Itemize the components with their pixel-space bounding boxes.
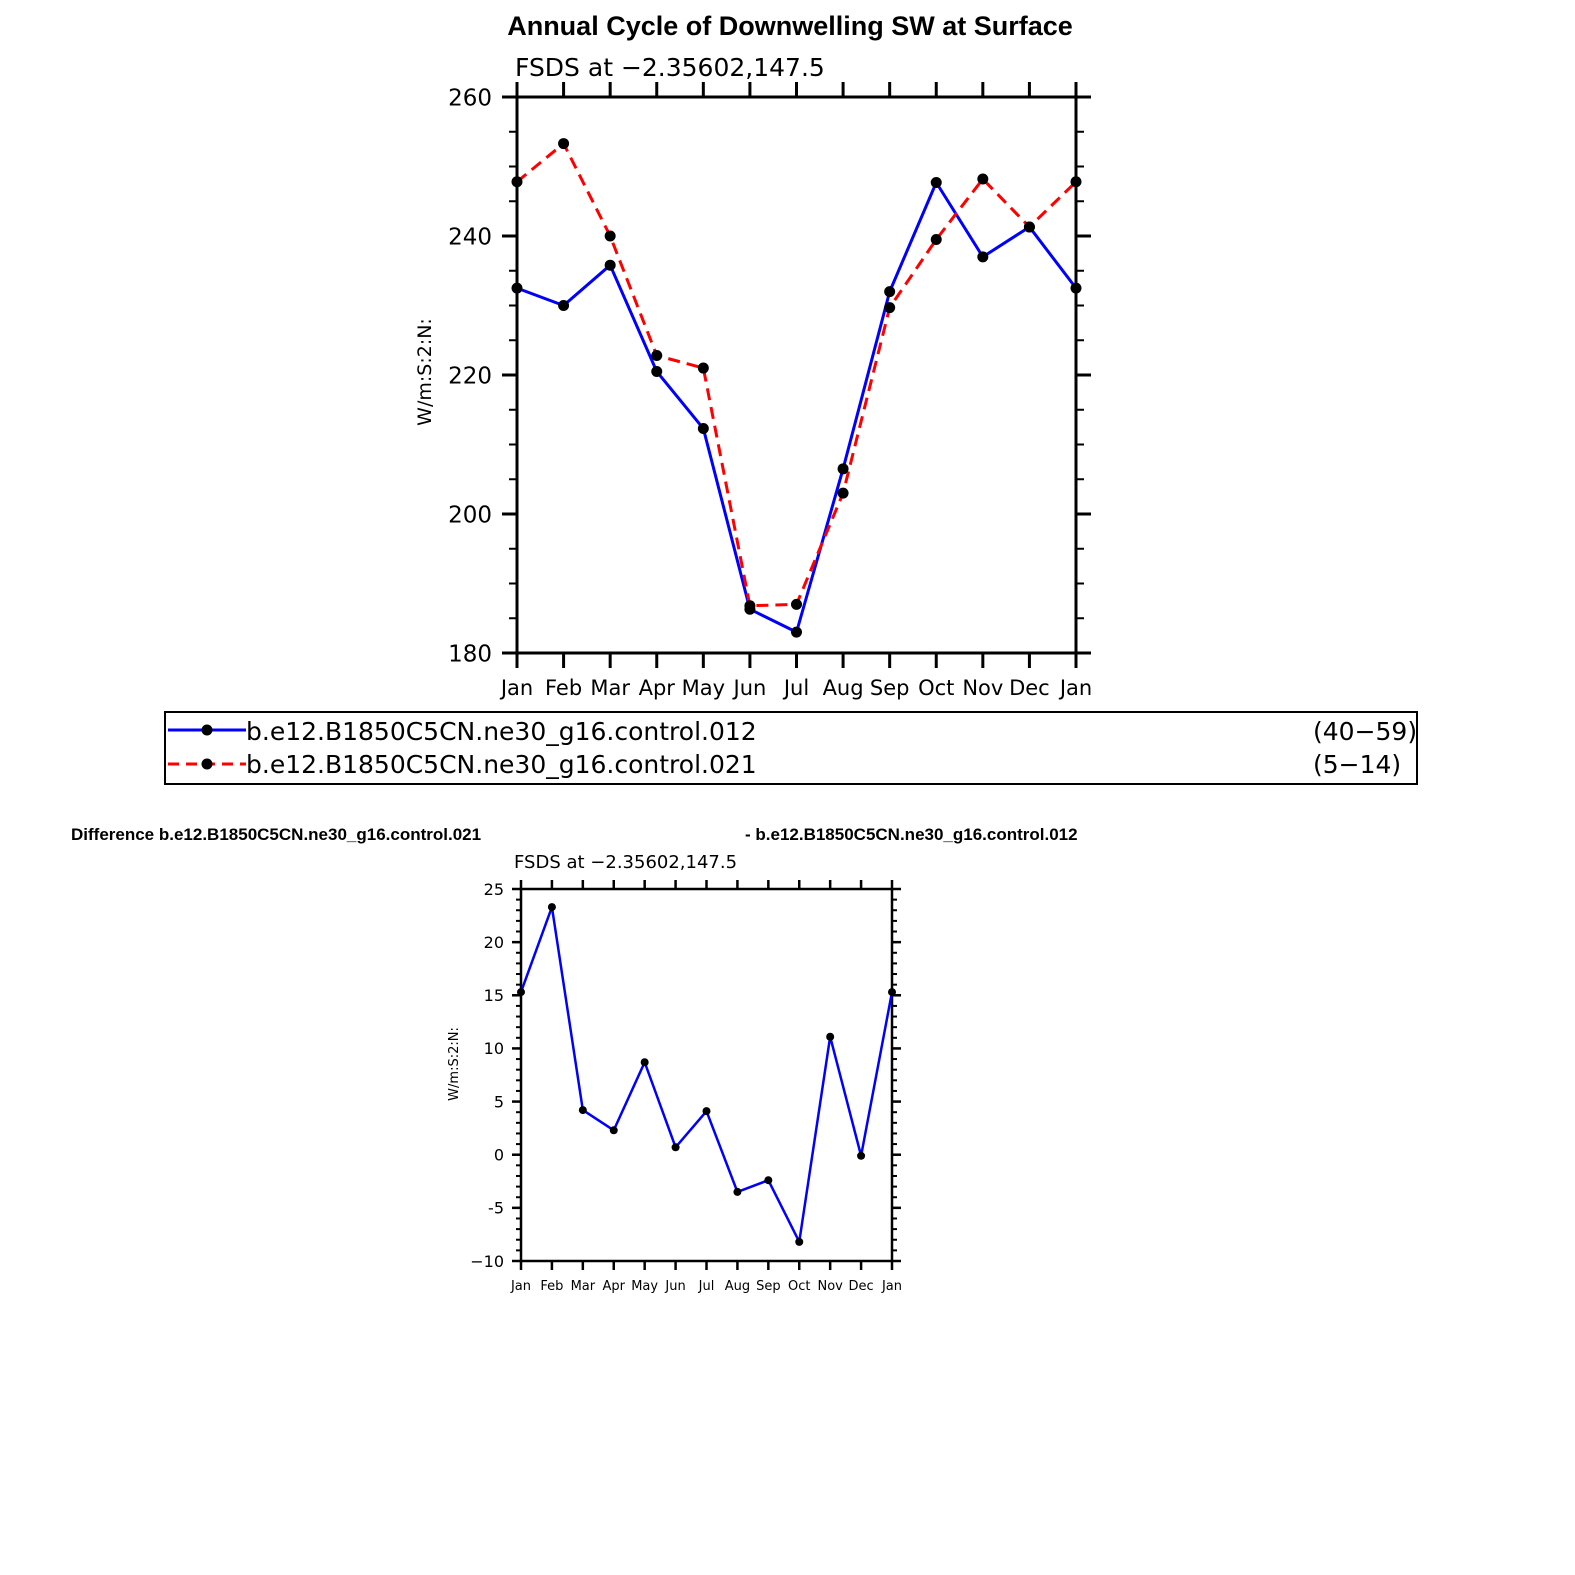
figure-title: Annual Cycle of Downwelling SW at Surface — [507, 11, 1073, 41]
y-tick-label: −10 — [470, 1251, 504, 1271]
series-line-2 — [517, 144, 1076, 606]
x-tick-label: Feb — [540, 1279, 564, 1294]
x-tick-label: Aug — [822, 676, 864, 700]
series-1-point — [795, 1238, 803, 1246]
x-tick-label: Jan — [1059, 676, 1093, 700]
series-1-point — [764, 1176, 772, 1184]
x-tick-label: May — [681, 676, 726, 700]
annual-cycle-chart — [414, 53, 1092, 700]
series-2-point — [931, 234, 942, 245]
series-2-point — [977, 174, 988, 185]
y-tick-label: 10 — [483, 1039, 504, 1059]
series-1-point — [672, 1143, 680, 1151]
chart2-subtitle: FSDS at −2.35602,147.5 — [514, 852, 738, 873]
chart1-axes — [448, 82, 1092, 700]
series-1-point — [733, 1188, 741, 1196]
x-tick-label: Nov — [962, 676, 1004, 700]
x-tick-label: Jan — [500, 676, 534, 700]
x-tick-label: Aug — [724, 1279, 751, 1294]
x-tick-label: Sep — [869, 676, 910, 700]
series-2-point — [651, 350, 662, 361]
series-2-point — [791, 599, 802, 610]
y-tick-label: 15 — [483, 986, 504, 1006]
series-2-point — [558, 138, 569, 149]
series-1-point — [857, 1152, 865, 1160]
series-1-point — [931, 177, 942, 188]
x-tick-label: Dec — [1009, 676, 1050, 700]
x-tick-label: Apr — [602, 1279, 625, 1294]
x-tick-label: Apr — [638, 676, 675, 700]
chart2-series-layer — [517, 903, 896, 1246]
plot-frame — [517, 97, 1076, 653]
chart1-subtitle: FSDS at −2.35602,147.5 — [515, 53, 825, 82]
x-tick-label: Oct — [788, 1279, 811, 1294]
series-1-point — [698, 423, 709, 434]
series-1-point — [641, 1058, 649, 1066]
legend-label-012: b.e12.B1850C5CN.ne30_g16.control.012 — [246, 717, 757, 746]
series-2-point — [1071, 176, 1082, 187]
y-tick-label: 240 — [448, 224, 492, 251]
x-tick-label: Mar — [570, 1279, 596, 1294]
y-tick-label: 25 — [483, 879, 504, 899]
series-2-point — [884, 302, 895, 313]
x-tick-label: Oct — [918, 676, 955, 700]
series-1-point — [888, 988, 896, 996]
y-tick-label: -5 — [488, 1198, 504, 1218]
series-1-point — [838, 463, 849, 474]
series-1-point — [1071, 283, 1082, 294]
series-1-point — [651, 366, 662, 377]
series-line-1 — [521, 907, 892, 1242]
chart1-series-layer — [512, 138, 1082, 638]
series-2-point — [512, 176, 523, 187]
series-2-point — [605, 231, 616, 242]
legend-label-021: b.e12.B1850C5CN.ne30_g16.control.021 — [246, 750, 757, 779]
y-tick-label: 200 — [448, 502, 492, 529]
chart1-ylabel: W/m:S:2:N: — [414, 318, 436, 426]
series-1-point — [605, 260, 616, 271]
series-1-point — [548, 903, 556, 911]
legend-years-012: (40−59) — [1313, 717, 1418, 746]
series-1-point — [579, 1106, 587, 1114]
difference-title-left: Difference b.e12.B1850C5CN.ne30_g16.control.021 — [71, 825, 482, 844]
y-tick-label: 0 — [493, 1145, 504, 1165]
x-tick-label: Feb — [544, 676, 583, 700]
y-tick-label: 220 — [448, 363, 492, 390]
legend — [165, 712, 1417, 784]
series-2-point — [838, 488, 849, 499]
series-1-point — [703, 1107, 711, 1115]
difference-title-right: - b.e12.B1850C5CN.ne30_g16.control.012 — [745, 825, 1078, 844]
x-tick-label: Jul — [783, 676, 810, 700]
chart2-axes — [470, 880, 902, 1294]
y-tick-label: 180 — [448, 641, 492, 668]
x-tick-label: May — [631, 1279, 659, 1294]
x-tick-label: Jul — [698, 1279, 715, 1294]
series-2-point — [744, 600, 755, 611]
series-1-point — [558, 300, 569, 311]
series-line-1 — [517, 182, 1076, 632]
series-1-point — [517, 988, 525, 996]
series-1-point — [977, 251, 988, 262]
x-tick-label: Jan — [510, 1279, 532, 1294]
x-tick-label: Nov — [817, 1279, 843, 1294]
series-2-point — [698, 363, 709, 374]
legend-marker-012 — [202, 725, 213, 736]
x-tick-label: Jun — [665, 1279, 686, 1294]
y-tick-label: 260 — [448, 85, 492, 112]
y-tick-label: 20 — [483, 932, 504, 952]
difference-chart — [447, 852, 902, 1294]
x-tick-label: Sep — [756, 1279, 781, 1294]
x-tick-label: Jan — [881, 1279, 903, 1294]
legend-years-021: (5−14) — [1313, 750, 1402, 779]
x-tick-label: Dec — [848, 1279, 874, 1294]
y-tick-label: 5 — [493, 1092, 504, 1112]
series-1-point — [791, 627, 802, 638]
legend-marker-021 — [202, 759, 213, 770]
series-1-point — [884, 286, 895, 297]
series-2-point — [1024, 221, 1035, 232]
series-1-point — [610, 1126, 618, 1134]
series-1-point — [512, 283, 523, 294]
x-tick-label: Mar — [590, 676, 630, 700]
x-tick-label: Jun — [733, 676, 767, 700]
series-1-point — [826, 1033, 834, 1041]
chart2-ylabel: W/m:S:2:N: — [447, 1027, 462, 1101]
